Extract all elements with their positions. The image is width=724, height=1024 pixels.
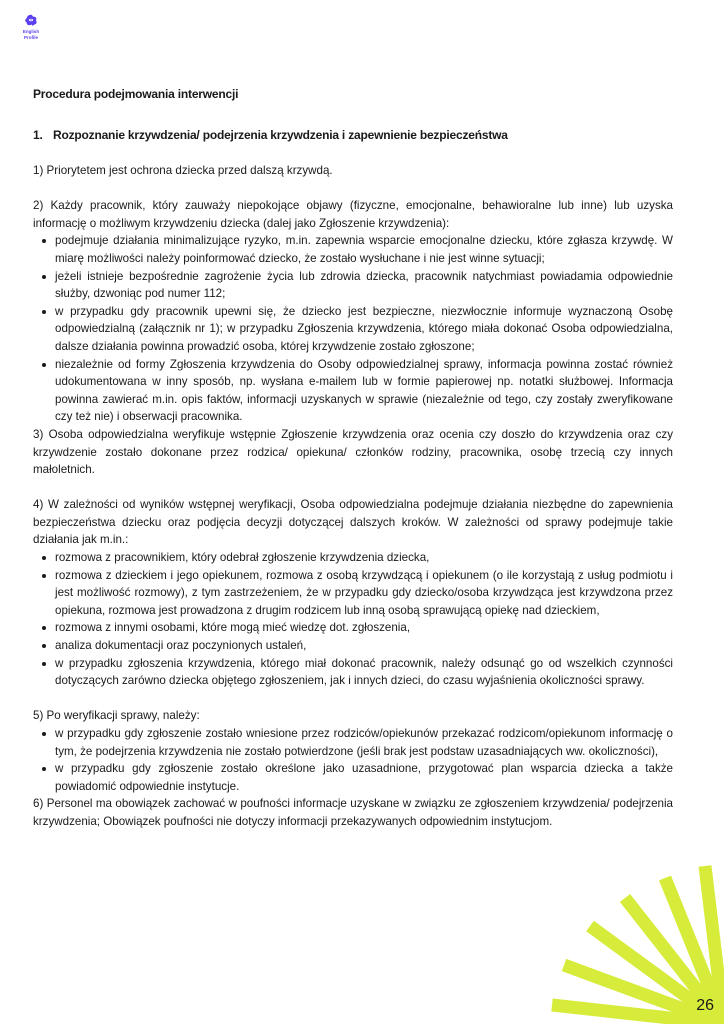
page-title: Procedura podejmowania interwencji	[33, 87, 239, 101]
list-item: w przypadku gdy zgłoszenie zostało określone jako uzasadnione, przygotować plan wsparcia dziecka a także powiadomić odpowiednie instytucje.	[55, 760, 673, 795]
page-number: 26	[696, 997, 714, 1014]
list-item: w przypadku zgłoszenia krzywdzenia, którego miał dokonać pracownik, należy odsunąć go od wszelkich czynności dotyczących zarówno dziecka objętego zgłoszeniem, jak i innych dzieci, do czasu wyjaśnienia okoliczności sprawy.	[55, 655, 673, 690]
list-item: podejmuje działania minimalizujące ryzyko, m.in. zapewnia wsparcie emocjonalne dziecku, które zgłasza krzywdę. W miarę możliwości należy poinformować dziecko, że zostało wysłuchane i nie jest winne sytuacji;	[55, 232, 673, 267]
document-body	[33, 86, 673, 831]
logo-text-line2: Profile	[23, 35, 38, 40]
point-4-intro: 4) W zależności od wyników wstępnej weryfikacji, Osoba odpowiedzialna podejmuje działania niezbędne do zapewnienia bezpieczeństwa dziecku oraz podjęcia decyzji dotyczącej dalszych kroków. W zależności od sprawy podejmuje takie działania jak m.in.:	[33, 498, 673, 547]
blob-eye-logo-icon	[24, 14, 38, 28]
brand-logo	[20, 14, 42, 40]
list-item: niezależnie od formy Zgłoszenia krzywdzenia do Osoby odpowiedzialnej sprawy, informacja powinna zostać również udokumentowana w inny sposób, np. wysłana e-mailem lub w formie papierowej np. notatki służbowej. Informacja powinna zawierać m.in. opis faktów, informacji uzyskanych w sprawie (niezależnie od tego, czy zostały zweryfikowane czy też nie) i obserwacji pracownika.	[55, 356, 673, 426]
list-item: rozmowa z pracownikiem, który odebrał zgłoszenie krzywdzenia dziecka,	[55, 549, 673, 567]
list-item: analiza dokumentacji oraz poczynionych ustaleń,	[55, 637, 673, 655]
list-item: w przypadku gdy pracownik upewni się, że dziecko jest bezpieczne, niezwłocznie informuje wyznaczoną Osobę odpowiedzialną (załącznik nr 1); w przypadku Zgłoszenia krzywdzenia, którego miała dokonać Osoba odpowiedzialna, dalsze działania powinna prowadzić osoba, której krzywdzenie zostało zgłoszone;	[55, 303, 673, 356]
point-1: 1) Priorytetem jest ochrona dziecka przed dalszą krzywdą.	[33, 164, 333, 177]
list-item: rozmowa z dzieckiem i jego opiekunem, rozmowa z osobą krzywdzącą i opiekunem (o ile korzystają z usług podmiotu i jest możliwość rozmowy), z tym zastrzeżeniem, że w przypadku gdy dziecko/osoba krzywdząca jest krzywdzona przez opiekuna, rozmowa jest prowadzona z drugim rodzicem lub inną osobą sprawującą opiekę nad dzieckiem,	[55, 567, 673, 620]
section-number: 1.	[33, 128, 43, 142]
point-5-intro: 5) Po weryfikacji sprawy, należy:	[33, 709, 200, 723]
point-6: 6) Personel ma obowiązek zachować w poufności informacje uzyskane w związku ze zgłoszeniem krzywdzenia/ podejrzenia krzywdzenia; Obowiązek poufności nie dotyczy informacji przekazywanych odpowiednim instytucjom.	[33, 797, 673, 828]
point-3: 3) Osoba odpowiedzialna weryfikuje wstępnie Zgłoszenie krzywdzenia oraz ocenia czy doszło do krzywdzenia oraz czy krzywdzenie zostało dokonane przez rodzica/ opiekuna/ członków rodziny, pracownika, osobę trzecią czy innych małoletnich.	[33, 427, 673, 477]
section-heading	[33, 127, 673, 144]
list-item: jeżeli istnieje bezpośrednie zagrożenie życia lub zdrowia dziecka, pracownik natychmiast powiadamia odpowiednie służby, dzwoniąc pod numer 112;	[55, 268, 673, 303]
section-heading-text: Rozpoznanie krzywdzenia/ podejrzenia krzywdzenia i zapewnienie bezpieczeństwa	[53, 128, 508, 142]
list-item: w przypadku gdy zgłoszenie zostało wniesione przez rodziców/opiekunów przekazać rodzicom/opiekunom informację o tym, że podejrzenia krzywdzenia nie zostało potwierdzone (jeśli brak jest podstaw uzasadniających ww. okoliczności),	[55, 725, 673, 760]
point-4-list	[33, 549, 673, 690]
point-2-list	[33, 232, 673, 426]
point-5-list	[33, 725, 673, 795]
list-item: rozmowa z innymi osobami, które mogą mieć wiedzę dot. zgłoszenia,	[55, 619, 673, 637]
point-2-intro: 2) Każdy pracownik, który zauważy niepokojące objawy (fizyczne, emocjonalne, behawioralne lub inne) lub uzyska informację o możliwym krzywdzeniu dziecka (dalej jako Zgłoszenie krzywdzenia):	[33, 199, 673, 230]
logo-text-line1: English	[22, 29, 40, 34]
